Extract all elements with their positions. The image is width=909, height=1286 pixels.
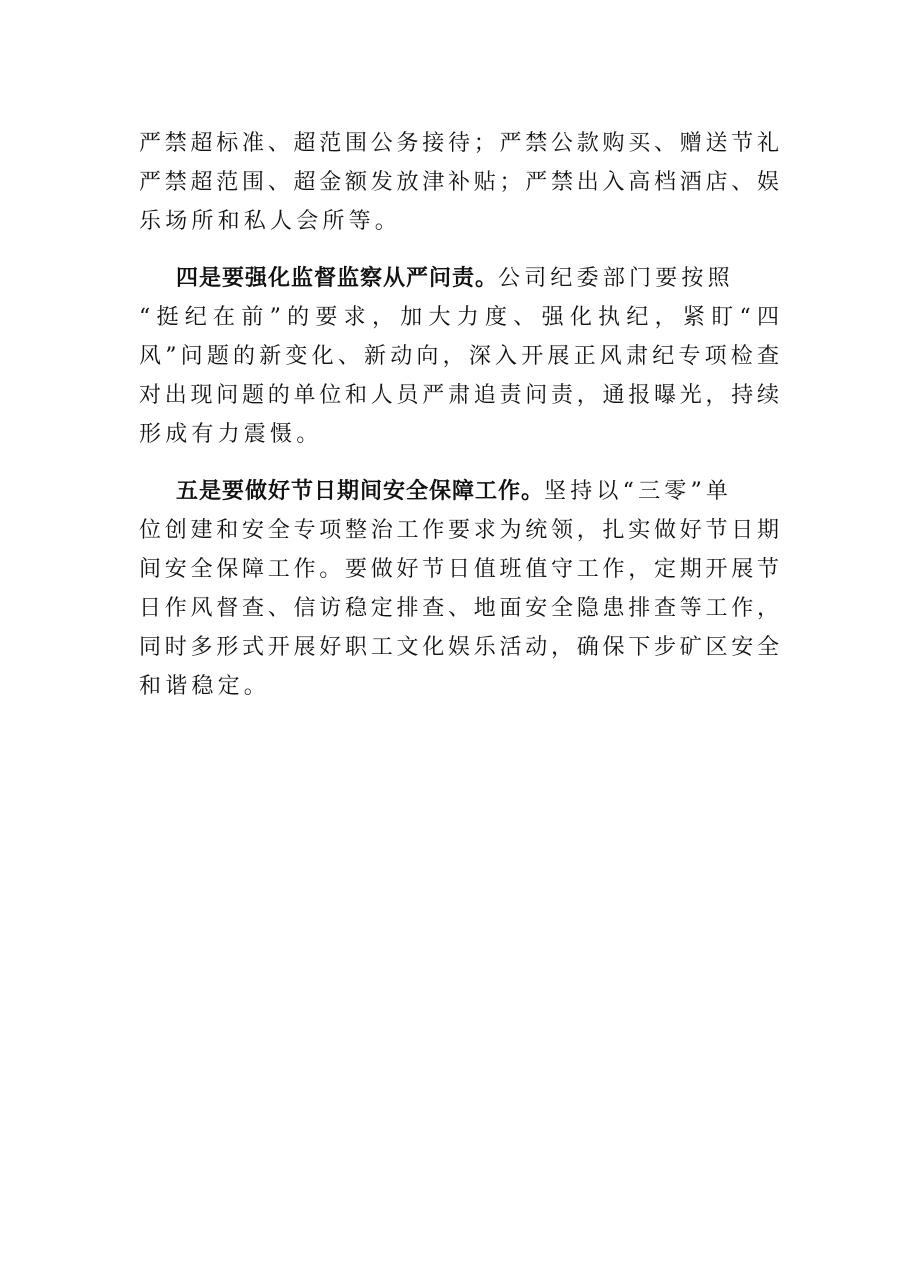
text-line: 位创建和安全专项整治工作要求为统领，扎实做好节日期 [139,518,779,543]
paragraph-3 [139,472,779,706]
text-line: 和谐稳定。 [139,674,271,699]
document-body [139,124,779,724]
text-run: 坚持以“三零”单 [544,479,733,504]
text-line: 乐场所和私人会所等。 [139,209,402,234]
text-line: 同时多形式开展好职工文化娱乐活动，确保下步矿区安全 [139,635,779,660]
paragraph-2 [139,259,779,454]
text-line [139,472,779,511]
text-line [139,259,779,298]
text-run: 公司纪委部门要按照 [498,266,734,291]
text-line: 间安全保障工作。要做好节日值班值守工作，定期开展节 [139,557,779,582]
paragraph-1 [139,124,779,241]
text-line: 严禁超标准、超范围公务接待；严禁公款购买、赠送节礼 [139,131,779,156]
paragraph-heading: 五是要做好节日期间安全保障工作。 [176,479,545,504]
text-line: 日作风督查、信访稳定排查、地面安全隐患排查等工作， [139,596,779,621]
text-line: 严禁超范围、超金额发放津补贴；严禁出入高档酒店、娱 [139,170,779,195]
paragraph-heading: 四是要强化监督监察从严问责。 [176,266,499,291]
text-line: 对出现问题的单位和人员严肃追责问责，通报曝光，持续 [139,383,779,408]
text-line: 风”问题的新变化、新动向，深入开展正风肃纪专项检查 [139,344,779,369]
text-line: 形成有力震慑。 [139,422,323,447]
text-line: “挺纪在前”的要求，加大力度、强化执纪，紧盯“四 [139,305,779,330]
